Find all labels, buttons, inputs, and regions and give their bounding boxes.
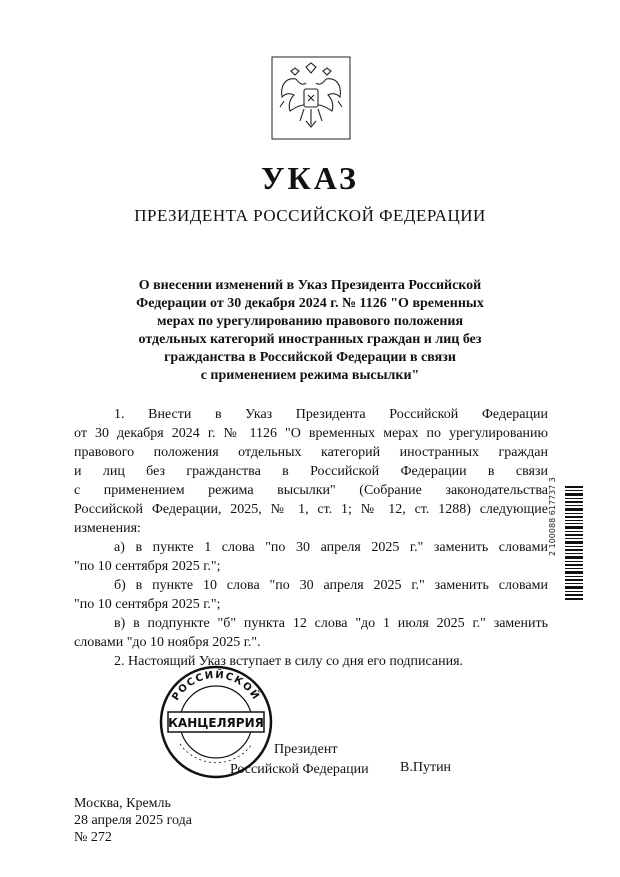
barcode-number: 2 100088 617737 3 xyxy=(548,477,557,556)
coat-of-arms-emblem xyxy=(270,55,352,141)
heading-line: мерах по урегулированию правового положения xyxy=(156,314,464,329)
body-line: 1. Внести в Указ Президента Российской Федерации xyxy=(114,407,548,422)
heading-line: гражданства в Российской Федерации в связи xyxy=(164,350,456,365)
body-line: и лиц без гражданства в Российской Федерации в связи xyxy=(74,464,548,479)
heading-line: отдельных категорий иностранных граждан и лиц без xyxy=(138,332,482,347)
place-city: Москва, Кремль xyxy=(74,796,171,811)
body-line: изменения: xyxy=(74,521,141,536)
signatory-name: В.Путин xyxy=(400,760,452,775)
decree-heading xyxy=(100,277,520,385)
body-line: с применением режима высылки" (Собрание законодательства xyxy=(74,483,548,498)
place-date: 28 апреля 2025 года xyxy=(74,813,192,828)
body-line: правового положения отдельных категорий иностранных граждан xyxy=(74,445,548,460)
place-date-block xyxy=(74,795,192,846)
signatory-title-line: Президент xyxy=(274,742,338,757)
body-line: "по 10 сентября 2025 г."; xyxy=(74,597,221,612)
heading-line: с применением режима высылки" xyxy=(200,368,420,383)
barcode xyxy=(565,486,599,602)
body-line: а) в пункте 1 слова "по 30 апреля 2025 г." заменить словами xyxy=(114,540,548,555)
signatory-title-line: Российской Федерации xyxy=(230,762,369,777)
body-line: "по 10 сентября 2025 г."; xyxy=(74,559,221,574)
heading-line: О внесении изменений в Указ Президента Российской xyxy=(138,278,482,293)
document-subtitle: ПРЕЗИДЕНТА РОССИЙСКОЙ ФЕДЕРАЦИИ xyxy=(134,206,486,225)
document-title: УКАЗ xyxy=(261,160,359,196)
heading-line: Федерации от 30 декабря 2024 г. № 1126 "О временных xyxy=(136,296,484,311)
svg-text:РОССИЙСКОЙ xyxy=(170,668,263,703)
body-line: от 30 декабря 2024 г. № 1126 "О временных мерах по урегулированию xyxy=(74,426,548,441)
decree-number: № 272 xyxy=(74,830,112,845)
body-line: б) в пункте 10 слова "по 30 апреля 2025 г." заменить словами xyxy=(114,578,548,593)
chancellery-seal-stamp xyxy=(158,664,274,780)
body-line: 2. Настоящий Указ вступает в силу со дня его подписания. xyxy=(114,654,464,669)
body-line: словами "до 10 ноября 2025 г.". xyxy=(74,635,261,650)
seal-center-text: КАНЦЕЛЯРИЯ xyxy=(168,716,264,730)
body-line: в) в подпункте "б" пункта 12 слова "до 1 июля 2025 г." заменить xyxy=(114,616,548,631)
seal-ring-text: РОССИЙСКОЙ xyxy=(170,669,262,703)
body-line: Российской Федерации, 2025, № 1, ст. 1; № 12, ст. 1288) следующие xyxy=(74,502,548,517)
